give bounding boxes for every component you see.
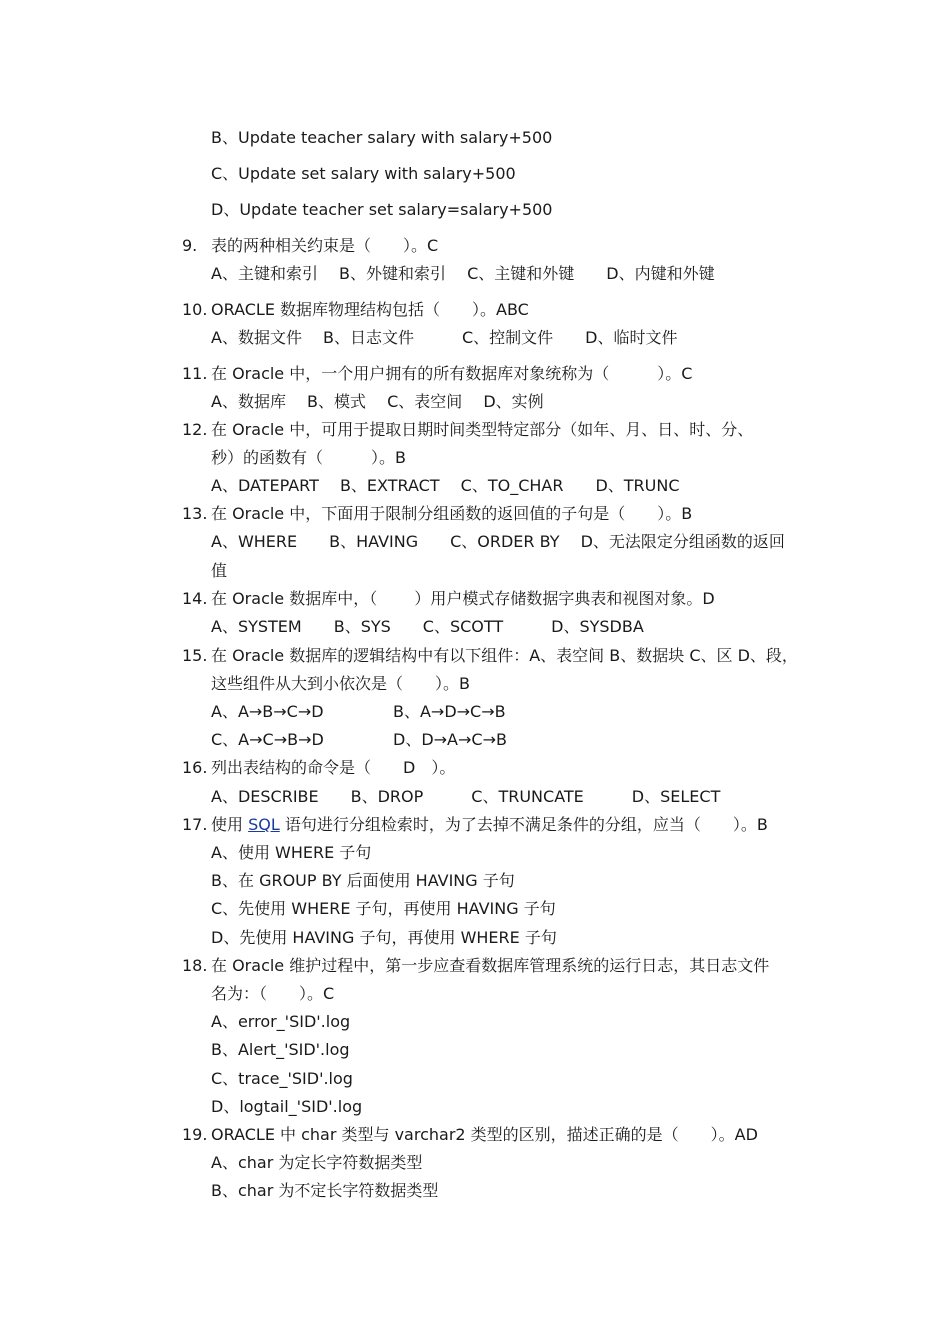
question-number: 13. bbox=[182, 504, 208, 523]
question-text: 列出表结构的命令是（ D ）。 bbox=[211, 758, 456, 777]
question-number: 9. bbox=[182, 236, 198, 255]
question-text: 这些组件从大到小依次是（ ）。B bbox=[211, 674, 470, 693]
option-text: A、A→B→C→D bbox=[211, 702, 324, 721]
options-line: A、SYSTEM B、SYS C、SCOTT D、SYSDBA bbox=[211, 617, 644, 636]
question-number: 10. bbox=[182, 300, 208, 319]
sql-link[interactable]: SQL bbox=[248, 815, 280, 834]
question-text: 在 Oracle 中，一个用户拥有的所有数据库对象统称为（ ）。C bbox=[211, 364, 693, 383]
question-text: 在 Oracle 数据库中，（ ）用户模式存储数据字典表和视图对象。D bbox=[211, 589, 715, 608]
option-text: B、Alert_'SID'.log bbox=[211, 1040, 350, 1059]
option-text: C、Update set salary with salary+500 bbox=[211, 164, 516, 183]
question-text bbox=[211, 815, 768, 835]
question-text: 在 Oracle 数据库的逻辑结构中有以下组件：A、表空间 B、数据块 C、区 D、段， bbox=[211, 646, 798, 665]
option-text: B、Update teacher salary with salary+500 bbox=[211, 128, 553, 147]
question-number: 16. bbox=[182, 758, 208, 777]
question-text: 秒）的函数有（ ）。B bbox=[211, 448, 406, 467]
option-text: B、在 GROUP BY 后面使用 HAVING 子句 bbox=[211, 871, 515, 890]
option-text: D、先使用 HAVING 子句，再使用 WHERE 子句 bbox=[211, 928, 557, 947]
option-text: A、error_'SID'.log bbox=[211, 1012, 351, 1031]
question-number: 14. bbox=[182, 589, 208, 608]
option-text: C、先使用 WHERE 子句，再使用 HAVING 子句 bbox=[211, 899, 556, 918]
options-line: A、数据文件 B、日志文件 C、控制文件 D、临时文件 bbox=[211, 328, 678, 347]
question-text: 名为：（ ）。C bbox=[211, 984, 335, 1003]
question-number: 11. bbox=[182, 364, 208, 383]
question-text: ORACLE 数据库物理结构包括（ ）。ABC bbox=[211, 300, 529, 319]
question-prefix: 使用 bbox=[211, 815, 249, 834]
options-line: A、WHERE B、HAVING C、ORDER BY D、无法限定分组函数的返回 bbox=[211, 532, 785, 551]
option-text: B、char 为不定长字符数据类型 bbox=[211, 1181, 439, 1200]
question-number: 19. bbox=[182, 1125, 208, 1144]
options-line: A、数据库 B、模式 C、表空间 D、实例 bbox=[211, 392, 544, 411]
question-number: 17. bbox=[182, 815, 208, 834]
option-text: D、Update teacher set salary=salary+500 bbox=[211, 200, 553, 219]
question-number: 12. bbox=[182, 420, 208, 439]
options-line: A、主键和索引 B、外键和索引 C、主键和外键 D、内键和外键 bbox=[211, 264, 715, 283]
question-suffix: 语句进行分组检索时，为了去掉不满足条件的分组，应当（ ）。B bbox=[279, 815, 768, 834]
options-line: A、DATEPART B、EXTRACT C、TO_CHAR D、TRUNC bbox=[211, 476, 680, 495]
option-text: A、char 为定长字符数据类型 bbox=[211, 1153, 423, 1172]
question-text: 在 Oracle 中，下面用于限制分组函数的返回值的子句是（ ）。B bbox=[211, 504, 693, 523]
option-text: D、logtail_'SID'.log bbox=[211, 1097, 363, 1116]
question-number: 18. bbox=[182, 956, 208, 975]
option-text: C、A→C→B→D bbox=[211, 730, 324, 749]
option-text: C、trace_'SID'.log bbox=[211, 1069, 353, 1088]
question-text: 在 Oracle 维护过程中，第一步应查看数据库管理系统的运行日志，其日志文件 bbox=[211, 956, 770, 975]
options-line: 值 bbox=[211, 561, 228, 580]
option-text: D、D→A→C→B bbox=[393, 730, 507, 749]
question-text: 在 Oracle 中，可用于提取日期时间类型特定部分（如年、月、日、时、分、 bbox=[211, 420, 754, 439]
question-text: ORACLE 中 char 类型与 varchar2 类型的区别，描述正确的是（ ）。AD bbox=[211, 1125, 758, 1144]
question-text: 表的两种相关约束是（ ）。C bbox=[211, 236, 439, 255]
option-text: A、使用 WHERE 子句 bbox=[211, 843, 372, 862]
option-text: B、A→D→C→B bbox=[393, 702, 506, 721]
options-line: A、DESCRIBE B、DROP C、TRUNCATE D、SELECT bbox=[211, 787, 721, 806]
question-number: 15. bbox=[182, 646, 208, 665]
